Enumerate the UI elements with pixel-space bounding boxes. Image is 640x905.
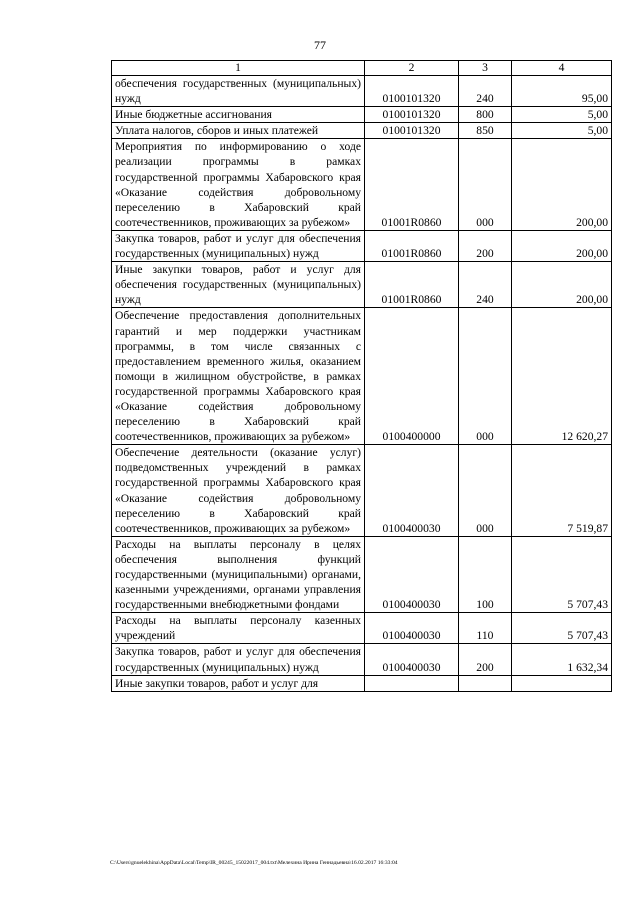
row-name: Иные закупки товаров, работ и услуг для <box>112 675 365 691</box>
row-code: 0100101320 <box>365 107 459 123</box>
row-amount: 7 519,87 <box>512 445 612 537</box>
row-amount: 5,00 <box>512 123 612 139</box>
row-code: 0100400030 <box>365 536 459 612</box>
header-row <box>112 61 612 76</box>
budget-table <box>111 60 612 692</box>
table-row <box>112 230 612 261</box>
row-amount: 200,00 <box>512 262 612 308</box>
table-row <box>112 445 612 537</box>
row-code: 01001R0860 <box>365 262 459 308</box>
row-code: 0100400030 <box>365 613 459 644</box>
table-row <box>112 644 612 675</box>
table-row <box>112 107 612 123</box>
row-type: 800 <box>459 107 512 123</box>
row-type: 000 <box>459 308 512 445</box>
table-row <box>112 262 612 308</box>
row-name: обеспечения государственных (муниципальных) нужд <box>112 76 365 107</box>
row-amount: 95,00 <box>512 76 612 107</box>
row-name: Закупка товаров, работ и услуг для обеспечения государственных (муниципальных) нужд <box>112 230 365 261</box>
row-name: Иные закупки товаров, работ и услуг для обеспечения государственных (муниципальных) нужд <box>112 262 365 308</box>
row-name: Расходы на выплаты персоналу в целях обеспечения выполнения функций государственными (муниципальными) органами, казенными учреждениями, органами управления государственными внебюджетными фондами <box>112 536 365 612</box>
row-amount <box>512 675 612 691</box>
row-code: 0100400030 <box>365 445 459 537</box>
header-col-4: 4 <box>512 61 612 76</box>
row-code: 0100101320 <box>365 76 459 107</box>
row-type: 000 <box>459 139 512 231</box>
row-amount: 1 632,34 <box>512 644 612 675</box>
row-type: 240 <box>459 76 512 107</box>
row-name: Расходы на выплаты персоналу казенных учреждений <box>112 613 365 644</box>
table-row <box>112 76 612 107</box>
row-code: 0100400000 <box>365 308 459 445</box>
row-amount: 200,00 <box>512 139 612 231</box>
row-code: 01001R0860 <box>365 230 459 261</box>
row-type: 100 <box>459 536 512 612</box>
row-amount: 5 707,43 <box>512 613 612 644</box>
row-name: Закупка товаров, работ и услуг для обеспечения государственных (муниципальных) нужд <box>112 644 365 675</box>
row-type: 110 <box>459 613 512 644</box>
table-row <box>112 308 612 445</box>
row-amount: 5 707,43 <box>512 536 612 612</box>
row-type: 240 <box>459 262 512 308</box>
row-name: Уплата налогов, сборов и иных платежей <box>112 123 365 139</box>
row-code: 0100400030 <box>365 644 459 675</box>
header-col-2: 2 <box>365 61 459 76</box>
row-amount: 12 620,27 <box>512 308 612 445</box>
table-row <box>112 675 612 691</box>
row-type: 200 <box>459 230 512 261</box>
row-code: 01001R0860 <box>365 139 459 231</box>
row-amount: 200,00 <box>512 230 612 261</box>
table-row <box>112 123 612 139</box>
row-code <box>365 675 459 691</box>
row-name: Иные бюджетные ассигнования <box>112 107 365 123</box>
row-name: Обеспечение предоставления дополнительных гарантий и мер поддержки участникам программы, в том числе связанных с предоставлением временного жилья, оказанием помощи в жилищном обустройстве, в рамках государственной программы Хабаровского края «Оказание содействия добровольному переселению в Хабаровский край соотечественников, проживающих за рубежом» <box>112 308 365 445</box>
header-col-3: 3 <box>459 61 512 76</box>
header-col-1: 1 <box>112 61 365 76</box>
page-number: 77 <box>314 38 326 52</box>
row-type: 000 <box>459 445 512 537</box>
row-name: Обеспечение деятельности (оказание услуг) подведомственных учреждений в рамках государственной программы Хабаровского края «Оказание содействия добровольному переселению в Хабаровский край соотечественников, проживающих за рубежом» <box>112 445 365 537</box>
row-amount: 5,00 <box>512 107 612 123</box>
row-type: 850 <box>459 123 512 139</box>
row-name: Мероприятия по информированию о ходе реализации программы в рамках государственной программы Хабаровского края «Оказание содействия добровольному переселению в Хабаровский край соотечественников, проживающих за рубежом» <box>112 139 365 231</box>
table-row <box>112 613 612 644</box>
row-code: 0100101320 <box>365 123 459 139</box>
table-row <box>112 536 612 612</box>
row-type <box>459 675 512 691</box>
row-type: 200 <box>459 644 512 675</box>
document-footer-path: C:\Users\gnuelekhina\AppData\Local\Temp\IR_00245_15022017_004.txt\Мелехина Ирина Геннадьевна\16.02.2017 16:33:04 <box>110 860 398 866</box>
table-row <box>112 139 612 231</box>
